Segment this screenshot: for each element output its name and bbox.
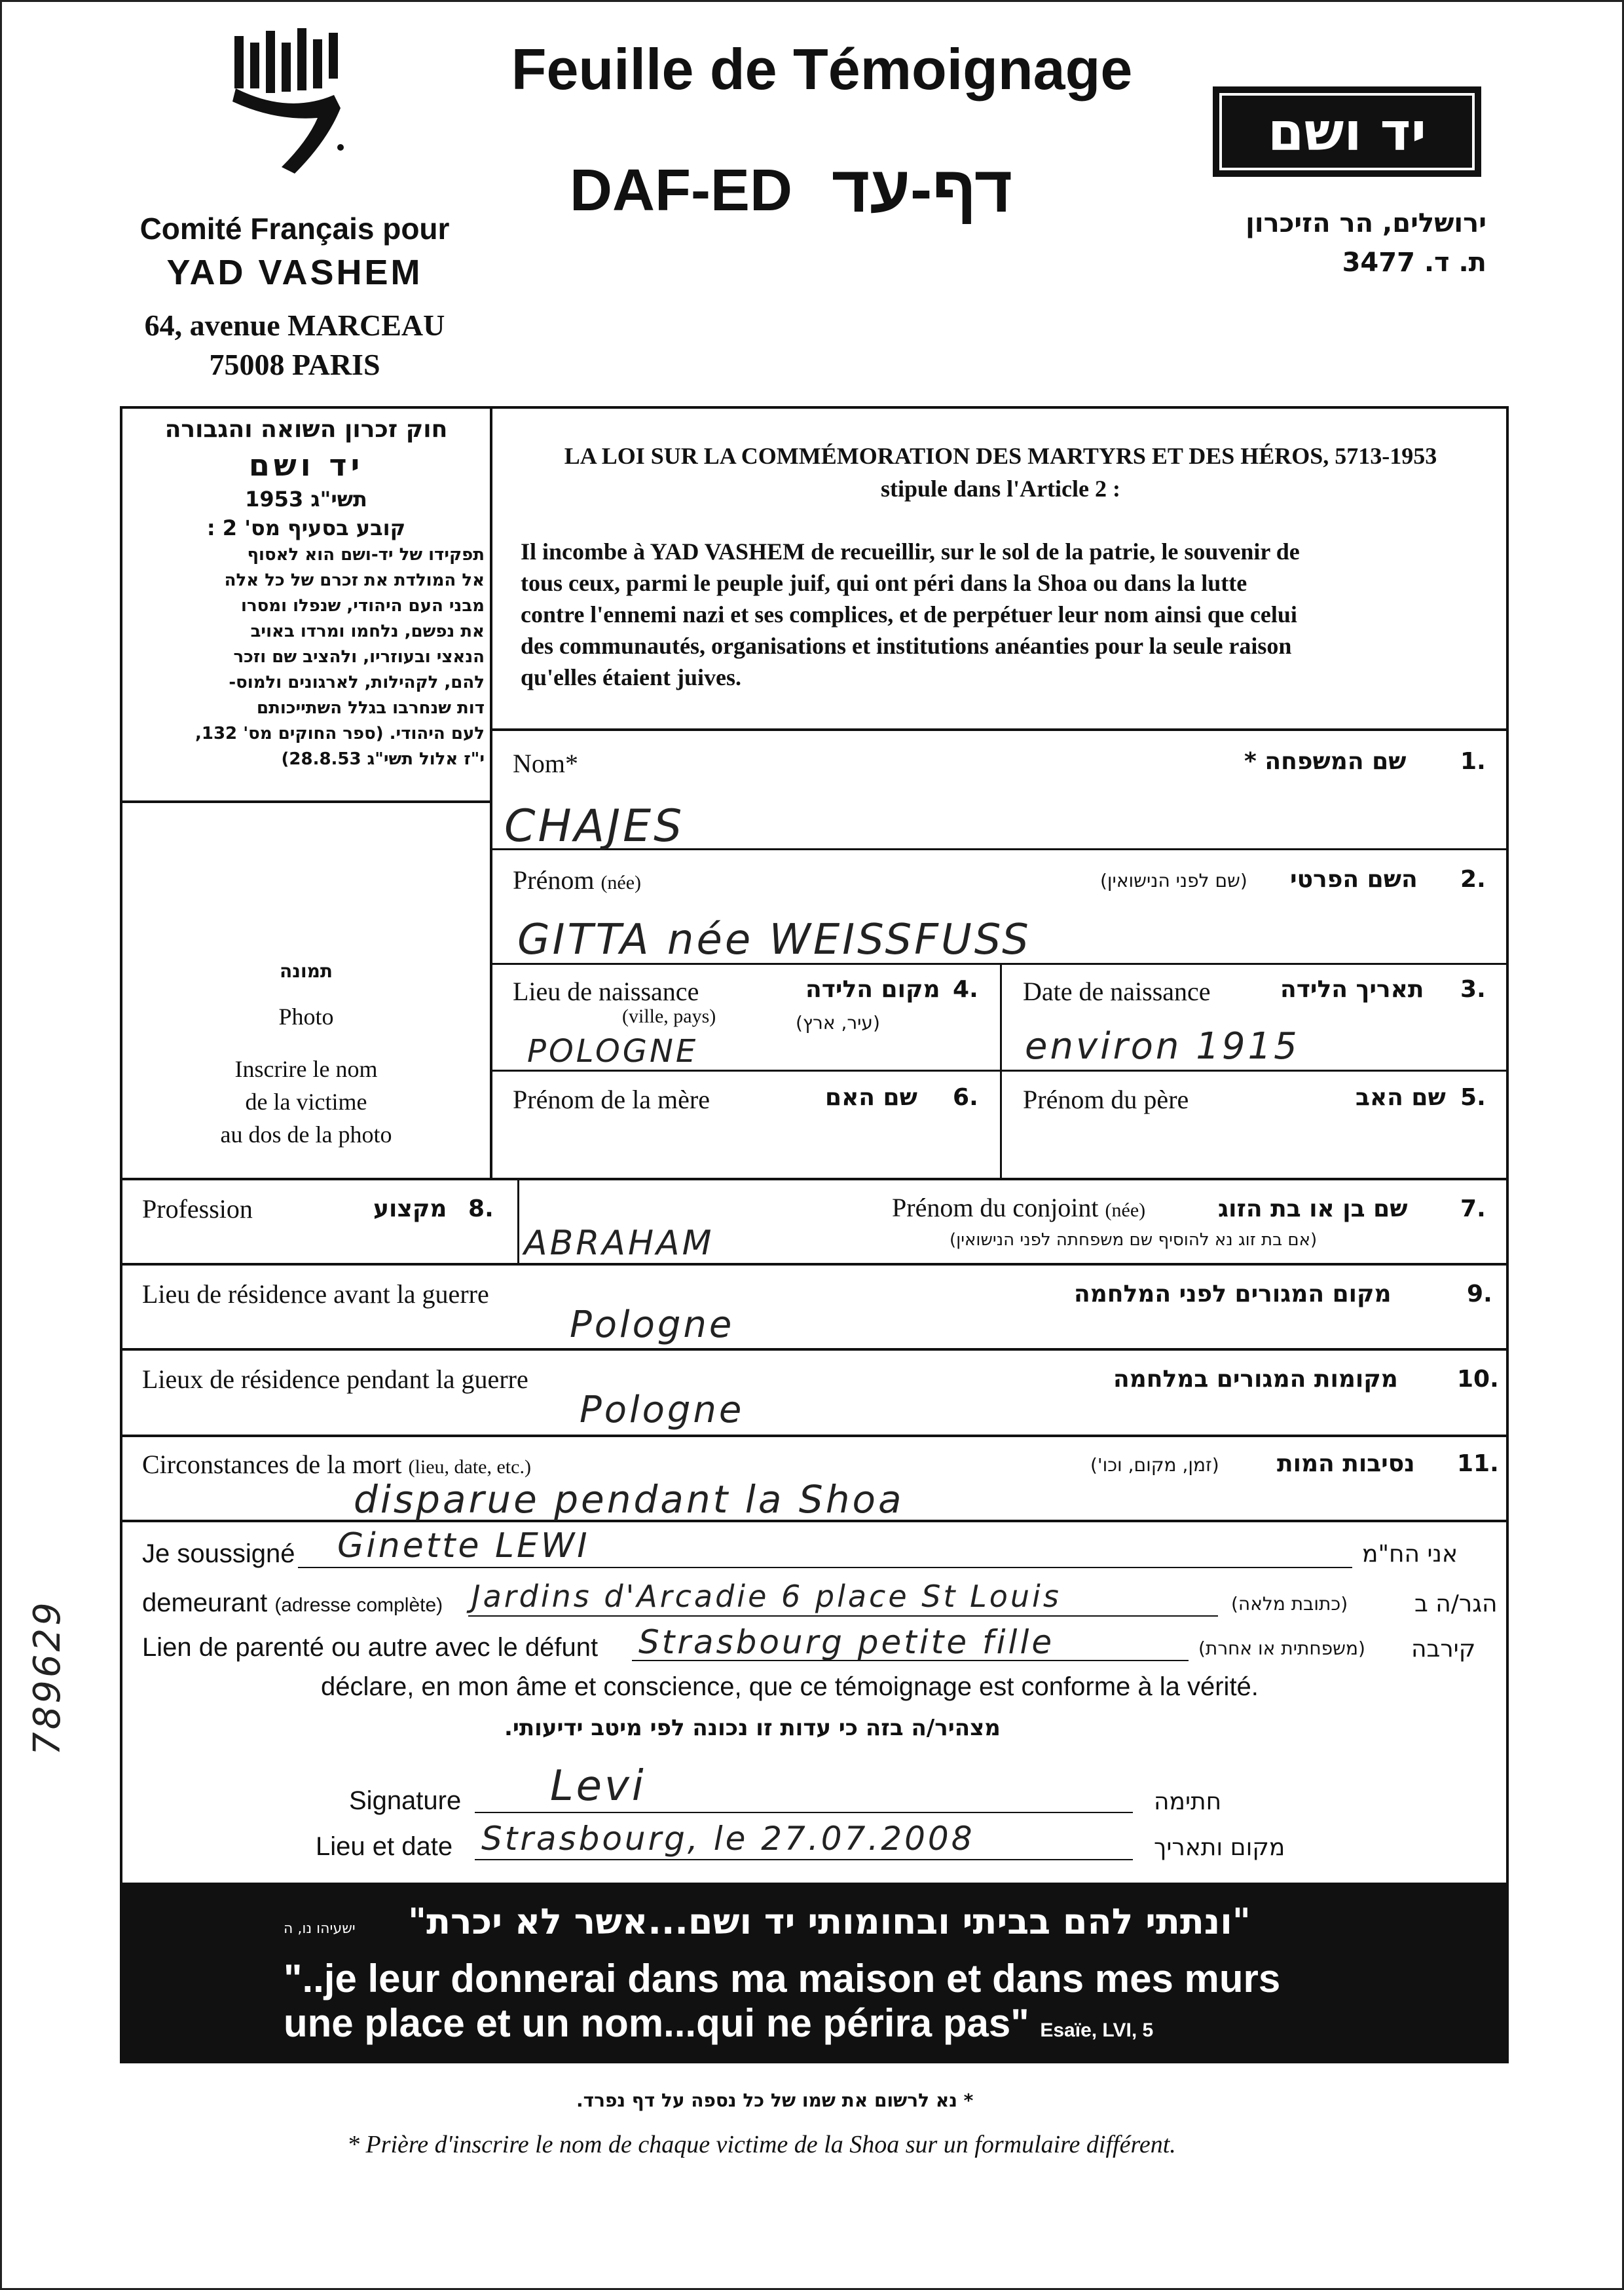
signature-label: Signature	[349, 1786, 462, 1815]
law-heb-body-line: מבני העם היהודי, שנפלו ומסרו	[241, 596, 485, 616]
nom-input[interactable]: CHAJES	[504, 800, 685, 852]
law-heb-body-line: הנאצי ובעוזריו, ולהציב שם וזכר	[233, 647, 485, 667]
nom-heb: שם המשפחה *	[1244, 748, 1407, 775]
lieu-naissance-small: (ville, pays)	[622, 1005, 716, 1027]
grid-line	[490, 406, 492, 1179]
law-heb-yadvashem: יד ושם	[248, 447, 364, 483]
right-addr-line2: ת. ד. 3477	[1342, 248, 1486, 278]
margin-number: 789629	[26, 1600, 69, 1755]
law-heb-body-line: דות שנחרבו בגלל השתייכותם	[256, 698, 485, 718]
law-heb-body-line: אל המולדת את זכרם של כל אלה	[224, 571, 485, 590]
law-heb-body	[128, 542, 485, 772]
law-fr-title-line1: LA LOI SUR LA COMMÉMORATION DES MARTYRS ET DES HÉROS, 5713-1953	[564, 443, 1437, 469]
demeurant-heb: הגר/ה ב	[1414, 1590, 1498, 1617]
left-org-line2: YAD VASHEM	[166, 253, 423, 292]
circonstances-heb-small: (זמן, מקום, וכו')	[1090, 1454, 1219, 1476]
law-heb-block	[128, 414, 485, 772]
quote-banner	[120, 1883, 1509, 2063]
signature-heb: חתימה	[1154, 1788, 1222, 1815]
law-fr-body-line: contre l'ennemi nazi et ses complices, et de perpétuer leur nom ainsi que celui	[521, 601, 1297, 628]
residence-pendant-heb: מקומות המגורים במלחמה	[1113, 1366, 1398, 1393]
profession-heb: מקצוע	[373, 1195, 447, 1222]
lien-input[interactable]: Strasbourg petite fille	[638, 1623, 1055, 1661]
lien-label: Lien de parenté ou autre avec le défunt	[142, 1633, 599, 1662]
prenom-pere-heb: שם האב	[1356, 1084, 1446, 1111]
demeurant-label	[142, 1588, 443, 1618]
circonstances-label-small: (lieu, date, etc.)	[408, 1456, 531, 1478]
conjoint-num: .7	[1460, 1195, 1486, 1222]
circonstances-label-text: Circonstances de la mort	[142, 1450, 402, 1479]
law-heb-body-line: לעם היהודי. (ספר החוקים מס' 132,	[194, 724, 485, 743]
signature-input[interactable]: Levi	[550, 1762, 646, 1811]
law-heb-title: חוק זכרון השואה והגבורה	[164, 416, 448, 443]
grid-line	[120, 1178, 1509, 1180]
residence-avant-input[interactable]: Pologne	[570, 1304, 735, 1346]
profession-label: Profession	[142, 1194, 253, 1224]
grid-line	[490, 728, 1509, 731]
footer-heb-note: * נא לרשום את שמו של כל נספה על דף נפרד.	[576, 2090, 974, 2111]
residence-avant-heb: מקום המגורים לפני המלחמה	[1074, 1281, 1392, 1307]
residence-pendant-input[interactable]: Pologne	[580, 1389, 745, 1431]
prenom-mere-num: .6	[953, 1084, 978, 1111]
residence-pendant-label: Lieux de résidence pendant la guerre	[142, 1364, 528, 1394]
nom-label: Nom*	[513, 749, 578, 778]
profession-num: .8	[468, 1195, 494, 1222]
prenom-input[interactable]: GITTA née WEISSFUSS	[517, 916, 1031, 964]
lien-heb-small: (משפחתית או אחרת)	[1198, 1638, 1365, 1659]
law-heb-year: תשי"ג 1953	[245, 487, 367, 512]
declare-fr: déclare, en mon âme et conscience, que ce témoignage est conforme à la vérité.	[321, 1672, 1259, 1701]
conjoint-label-text: Prénom du conjoint	[892, 1193, 1099, 1222]
banner-heb-ref: ישעיהו נו, ה	[284, 1921, 356, 1937]
conjoint-heb-small: (אם בת זוג נא להוסיף שם משפחתה לפני הנישואין)	[950, 1230, 1318, 1250]
photo-box[interactable]	[122, 803, 490, 1178]
date-naissance-num: .3	[1460, 976, 1486, 1003]
soussigne-heb: אני הח"מ	[1362, 1541, 1458, 1567]
yad-vashem-logo	[1213, 86, 1481, 177]
menorah-logo-icon	[229, 23, 354, 200]
lieu-date-line	[475, 1859, 1133, 1860]
demeurant-line	[468, 1615, 1218, 1617]
lieu-naissance-label: Lieu de naissance	[513, 977, 699, 1006]
yad-vashem-logo-text: יד ושם	[1267, 101, 1427, 162]
signature-line	[475, 1812, 1133, 1813]
residence-pendant-num: .10	[1457, 1366, 1499, 1393]
conjoint-heb: שם בן או בת הזוג	[1218, 1195, 1408, 1222]
lieu-naissance-num: .4	[953, 976, 978, 1003]
photo-instr-3: au dos de la photo	[220, 1121, 392, 1148]
prenom-label-small: (née)	[600, 872, 642, 893]
law-fr-body-line: tous ceux, parmi le peuple juif, qui ont péri dans la Shoa ou dans la lutte	[521, 570, 1247, 596]
photo-heb: תמונה	[280, 960, 333, 982]
grid-line	[490, 1070, 1509, 1072]
left-addr-line1: 64, avenue MARCEAU	[144, 309, 445, 342]
prenom-heb: השם הפרטי	[1290, 866, 1418, 893]
prenom-num: .2	[1460, 866, 1486, 893]
conjoint-label-small: (née)	[1105, 1199, 1146, 1221]
date-naissance-input[interactable]: environ 1915	[1025, 1025, 1300, 1068]
left-addr-line2: 75008 PARIS	[209, 348, 380, 381]
profession-input[interactable]	[128, 1226, 511, 1260]
law-fr-body	[521, 536, 1483, 693]
lien-heb: קירבה	[1411, 1636, 1476, 1662]
daf-ed-latin: DAF-ED	[570, 158, 792, 223]
banner-fr-line2-text: une place et un nom...qui ne périra pas"	[284, 2001, 1029, 2045]
prenom-heb-small: (שם לפני הנישואין)	[1100, 870, 1247, 892]
grid-line	[120, 1435, 1509, 1437]
banner-fr-ref: Esaïe, LVI, 5	[1040, 2019, 1154, 2041]
date-naissance-heb: תאריך הלידה	[1280, 976, 1424, 1003]
prenom-label	[513, 865, 641, 895]
nom-num: .1	[1460, 748, 1486, 775]
photo-instr-1: Inscrire le nom	[234, 1056, 378, 1082]
demeurant-label-small: (adresse complète)	[274, 1594, 443, 1616]
grid-line	[120, 1263, 1509, 1266]
banner-fr-line2	[284, 2000, 1153, 2046]
right-addr-line1: ירושלים, הר הזיכרון	[1246, 208, 1486, 238]
lieu-naissance-heb-small: (עיר, ארץ)	[796, 1012, 880, 1034]
law-heb-body-line: את נפשם, נלחמו ומרדו באויב	[250, 622, 485, 641]
law-fr-body-line: des communautés, organisations et institutions anéanties pour la seule raison	[521, 633, 1292, 659]
banner-heb-quote: "ונתתי להם בביתי ובחומותי יד ושם...אשר לא יכרת"	[408, 1901, 1251, 1942]
page-title: Feuille de Témoignage	[511, 37, 1133, 102]
photo-instr-2: de la victime	[245, 1089, 367, 1115]
law-heb-body-line: להם, לקהילות, לארגונים ולמוס-	[229, 673, 485, 692]
law-heb-body-line: תפקידו של יד-ושם הוא לאסוף	[247, 545, 485, 565]
law-heb-clause: קובע בסעיף מס' 2 :	[206, 516, 406, 540]
law-fr-title-line2: stipule dans l'Article 2 :	[881, 476, 1120, 502]
residence-avant-num: .9	[1467, 1281, 1492, 1307]
prenom-mere-label: Prénom de la mère	[513, 1085, 710, 1114]
lieu-date-input[interactable]: Strasbourg, le 27.07.2008	[481, 1820, 975, 1858]
soussigne-label: Je soussigné	[142, 1539, 295, 1568]
prenom-pere-num: .5	[1460, 1084, 1486, 1111]
declare-heb: מצהיר/ה בזה כי עדות זו נכונה לפי מיטב ידיעותי.	[504, 1715, 1001, 1741]
circonstances-input[interactable]: disparue pendant la Shoa	[354, 1477, 904, 1522]
lieu-date-label: Lieu et date	[316, 1832, 453, 1861]
soussigne-input[interactable]: Ginette LEWI	[337, 1526, 590, 1566]
prenom-label-text: Prénom	[513, 865, 595, 895]
conjoint-input[interactable]: ABRAHAM	[524, 1224, 714, 1263]
demeurant-label-text: demeurant	[142, 1588, 268, 1617]
lieu-naissance-heb: מקום הלידה	[805, 976, 940, 1003]
prenom-mere-input[interactable]	[498, 1117, 995, 1173]
law-fr-body-line: Il incombe à YAD VASHEM de recueillir, sur le sol de la patrie, le souvenir de	[521, 538, 1300, 565]
lieu-date-heb: מקום ותאריך	[1154, 1834, 1285, 1861]
residence-avant-label: Lieu de résidence avant la guerre	[142, 1279, 489, 1309]
demeurant-input[interactable]: Jardins d'Arcadie 6 place St Louis	[471, 1579, 1061, 1614]
photo-label: Photo	[278, 1004, 334, 1030]
prenom-pere-input[interactable]	[1008, 1117, 1500, 1173]
soussigne-line	[298, 1567, 1352, 1568]
circonstances-num: .11	[1457, 1450, 1499, 1477]
date-naissance-label: Date de naissance	[1023, 977, 1211, 1006]
prenom-pere-label: Prénom du père	[1023, 1085, 1189, 1114]
law-heb-body-line: י"ז אלול תשי"ג 28.8.53)	[281, 749, 485, 769]
banner-fr-line1: "..je leur donnerai dans ma maison et dans mes murs	[284, 1957, 1281, 2000]
circonstances-label	[142, 1449, 531, 1480]
grid-line	[517, 1179, 519, 1264]
footer-fr-note: * Prière d'inscrire le nom de chaque victime de la Shoa sur un formulaire différent.	[347, 2131, 1176, 2158]
left-org-line1: Comité Français pour	[139, 212, 450, 246]
demeurant-heb-small: (כתובת מלאה)	[1231, 1593, 1348, 1615]
law-fr-body-line: qu'elles étaient juives.	[521, 664, 741, 690]
daf-ed-hebrew: דף-עד	[832, 153, 1013, 226]
lieu-naissance-input[interactable]: POLOGNE	[527, 1033, 699, 1070]
circonstances-heb: נסיבות המות	[1277, 1450, 1415, 1477]
prenom-mere-heb: שם האם	[825, 1084, 917, 1111]
conjoint-label	[892, 1192, 1145, 1223]
grid-line	[120, 1348, 1509, 1351]
